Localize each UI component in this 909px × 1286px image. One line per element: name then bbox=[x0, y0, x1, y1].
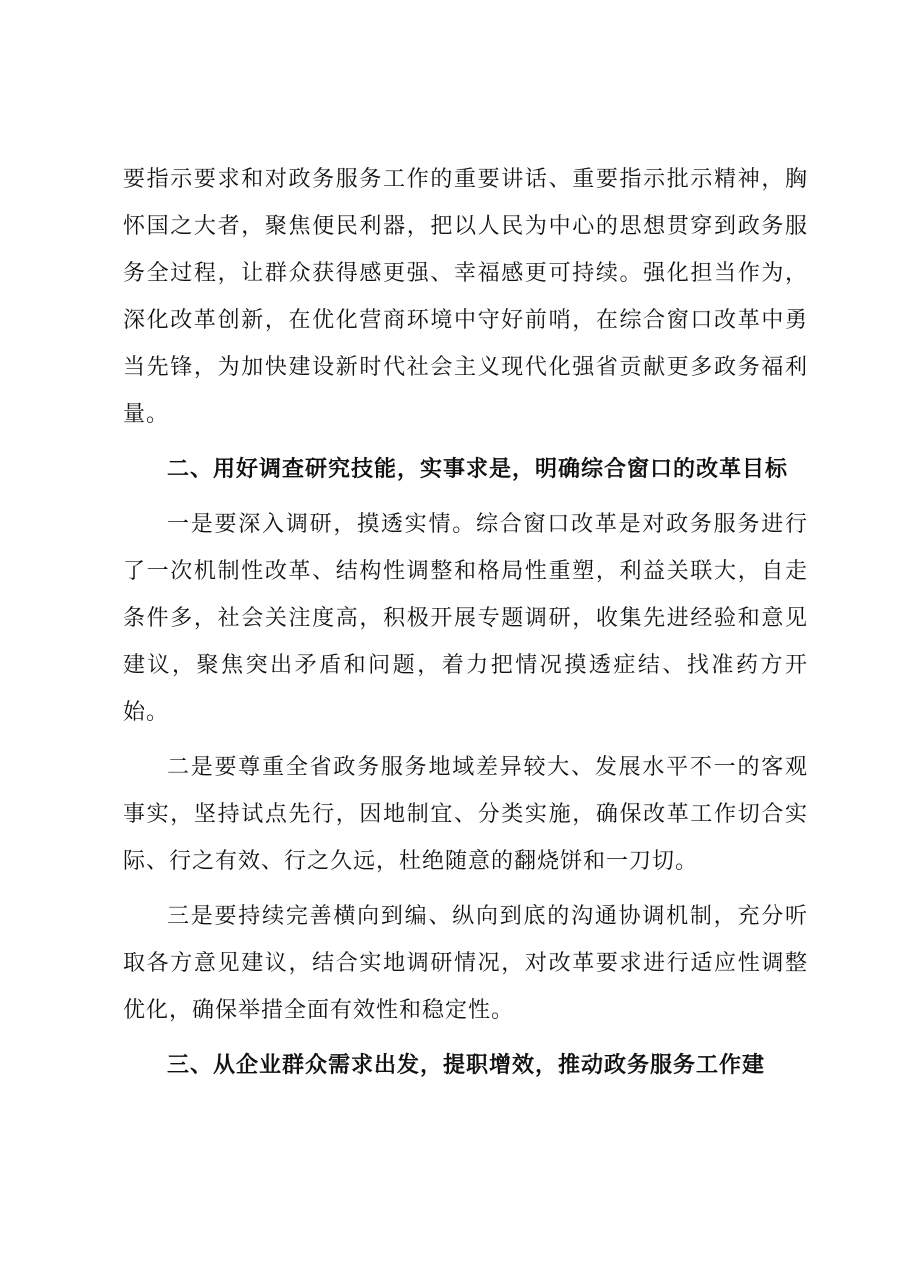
paragraph-point-1: 一是要深入调研，摸透实情。综合窗口改革是对政务服务进行了一次机制性改革、结构性调整和格局性重塑，利益关联大，自走条件多，社会关注度高，积极开展专题调研，收集先进经验和意见建议，聚焦突出矛盾和问题，着力把情况摸透症结、找准药方开始。 bbox=[123, 512, 808, 725]
section-heading-3: 三、从企业群众需求出发，提职增效，推动政务服务工作建 bbox=[167, 1053, 766, 1078]
section-heading-2: 二、用好调查研究技能，实事求是，明确综合窗口的改革目标 bbox=[167, 457, 789, 482]
document-body bbox=[123, 156, 808, 1097]
paragraph-continued: 要指示要求和对政务服务工作的重要讲话、重要指示批示精神，胸怀国之大者，聚焦便民利器，把以人民为中心的思想贯穿到政务服务全过程，让群众获得感更强、幸福感更可持续。强化担当作为，深化改革创新，在优化营商环境中守好前哨，在综合窗口改革中勇当先锋，为加快建设新时代社会主义现代化强省贡献更多政务福利量。 bbox=[123, 167, 808, 427]
paragraph-point-3: 三是要持续完善横向到编、纵向到底的沟通协调机制，充分听取各方意见建议，结合实地调研情况，对改革要求进行适应性调整优化，确保举措全面有效性和稳定性。 bbox=[123, 904, 808, 1023]
paragraph-point-2: 二是要尊重全省政务服务地域差异较大、发展水平不一的客观事实，坚持试点先行，因地制宜、分类实施，确保改革工作切合实际、行之有效、行之久远，杜绝随意的翻烧饼和一刀切。 bbox=[123, 755, 808, 874]
